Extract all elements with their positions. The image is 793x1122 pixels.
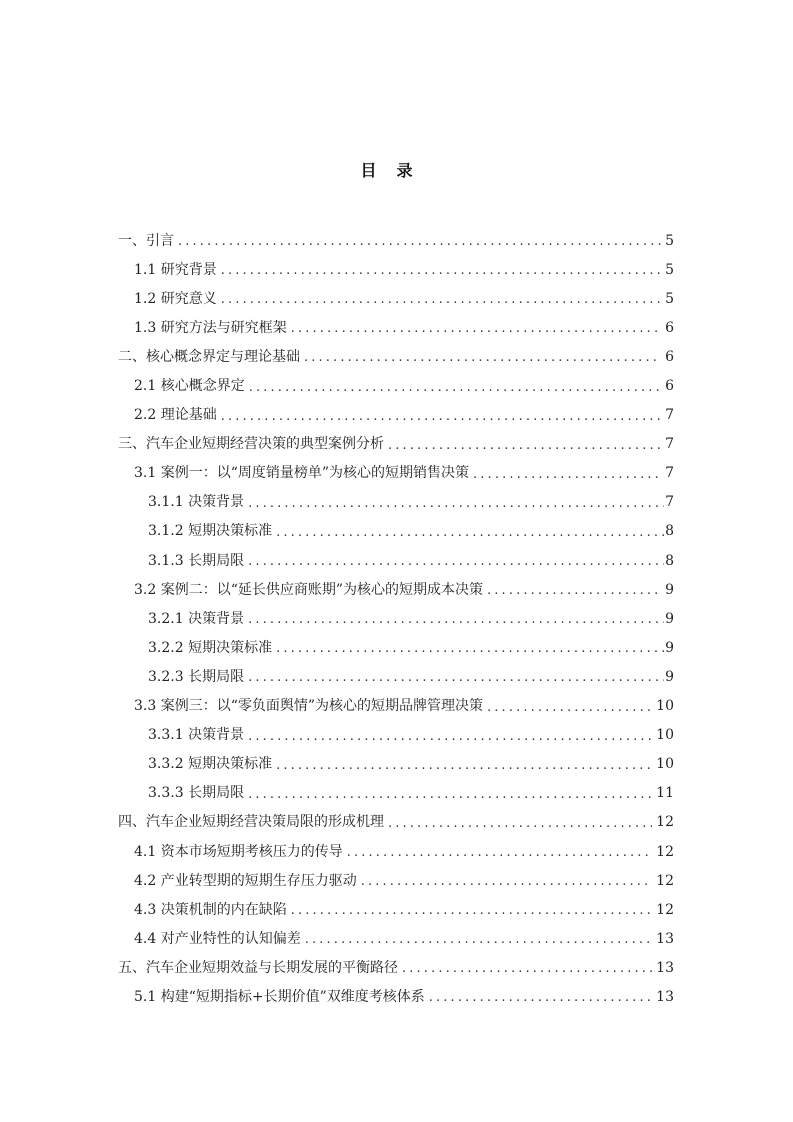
toc-entry[interactable] xyxy=(118,779,674,808)
toc-entry[interactable] xyxy=(118,866,674,895)
toc-entry-label: 3.2 案例二：以“延长供应商账期”为核心的短期成本决策 xyxy=(134,581,484,598)
dot-leader xyxy=(276,642,664,655)
toc-entry[interactable] xyxy=(118,692,674,721)
toc-entry-page: 13 xyxy=(656,988,674,1005)
dot-leader xyxy=(304,351,661,364)
toc-entry-page: 13 xyxy=(656,930,674,947)
dot-leader xyxy=(429,991,652,1004)
toc-entry-label: 4.1 资本市场短期考核压力的传导 xyxy=(134,843,343,860)
toc-entry-label: 2.1 核心概念界定 xyxy=(134,378,245,395)
toc-entry-page: 7 xyxy=(665,494,674,511)
toc-entry-page: 12 xyxy=(656,872,674,889)
toc-entry-page: 7 xyxy=(665,436,674,453)
toc-entry-page: 12 xyxy=(656,814,674,831)
toc-entry[interactable] xyxy=(118,808,674,837)
toc-entry[interactable] xyxy=(118,401,674,430)
toc-entry-label: 3.1.2 短期决策标准 xyxy=(148,523,273,540)
dot-leader xyxy=(221,293,661,306)
toc-entry-page: 5 xyxy=(665,290,674,307)
toc-entry[interactable] xyxy=(118,895,674,924)
dot-leader xyxy=(276,526,664,539)
toc-entry[interactable] xyxy=(118,924,674,953)
toc-entry-label: 一、引言 xyxy=(118,232,174,249)
toc-entry-page: 9 xyxy=(665,610,674,627)
dot-leader xyxy=(221,410,661,423)
toc-entry[interactable] xyxy=(118,633,674,662)
dot-leader xyxy=(248,497,664,510)
dot-leader xyxy=(388,439,661,452)
dot-leader xyxy=(248,671,664,684)
toc-entry-label: 4.4 对产业特性的认知偏差 xyxy=(134,930,301,947)
toc-entry-label: 3.2.2 短期决策标准 xyxy=(148,639,273,656)
toc-entry-label: 2.2 理论基础 xyxy=(134,407,217,424)
toc-entry-label: 3.3.1 决策背景 xyxy=(148,727,245,744)
toc-entry-page: 12 xyxy=(656,901,674,918)
toc-entry[interactable] xyxy=(118,604,674,633)
toc-title: 目录 xyxy=(360,161,433,180)
toc-entry-label: 5.1 构建“短期指标+长期价值”双维度考核体系 xyxy=(134,988,425,1005)
toc-entry-label: 3.1 案例一：以“周度销量榜单”为核心的短期销售决策 xyxy=(134,465,470,482)
dot-leader xyxy=(249,381,661,394)
toc-entry-page: 10 xyxy=(656,698,674,715)
dot-leader xyxy=(291,322,661,335)
toc-entry-label: 3.2.3 长期局限 xyxy=(148,668,245,685)
toc-entry-page: 13 xyxy=(656,959,674,976)
dot-leader xyxy=(361,875,652,888)
toc-entry-label: 1.3 研究方法与研究框架 xyxy=(134,319,287,336)
toc-entry-page: 9 xyxy=(665,668,674,685)
dot-leader xyxy=(402,962,652,975)
toc-entry-page: 12 xyxy=(656,843,674,860)
toc-entry[interactable] xyxy=(118,371,674,400)
toc-entry-label: 3.1.1 决策背景 xyxy=(148,494,245,511)
toc-entry[interactable] xyxy=(118,953,674,982)
dot-leader xyxy=(276,759,655,772)
toc-entry-label: 3.1.3 长期局限 xyxy=(148,552,245,569)
dot-leader xyxy=(248,613,664,626)
toc-entry-page: 8 xyxy=(665,552,674,569)
toc-entry-page: 6 xyxy=(665,378,674,395)
toc-entry[interactable] xyxy=(118,226,674,255)
toc-entry[interactable] xyxy=(118,982,674,1011)
dot-leader xyxy=(487,584,661,597)
toc-entry-label: 3.2.1 决策背景 xyxy=(148,610,245,627)
toc-entry-page: 10 xyxy=(656,727,674,744)
toc-entry-page: 6 xyxy=(665,319,674,336)
toc-entry[interactable] xyxy=(118,721,674,750)
toc-entry-label: 3.3.3 长期局限 xyxy=(148,785,245,802)
dot-leader xyxy=(248,730,655,743)
toc-entry-label: 五、汽车企业短期效益与长期发展的平衡路径 xyxy=(118,959,398,976)
toc-entry-page: 5 xyxy=(665,232,674,249)
toc-entry[interactable] xyxy=(118,575,674,604)
toc-entry-label: 1.1 研究背景 xyxy=(134,261,217,278)
toc-entry-page: 6 xyxy=(665,348,674,365)
table-of-contents xyxy=(118,226,674,1012)
toc-entry-page: 5 xyxy=(665,261,674,278)
dot-leader xyxy=(473,468,661,481)
toc-entry-label: 4.2 产业转型期的短期生存压力驱动 xyxy=(134,872,357,889)
toc-entry[interactable] xyxy=(118,313,674,342)
dot-leader xyxy=(178,235,661,248)
toc-entry-label: 三、汽车企业短期经营决策的典型案例分析 xyxy=(118,436,384,453)
toc-entry-label: 3.3.2 短期决策标准 xyxy=(148,756,273,773)
toc-entry-label: 3.3 案例三：以“零负面舆情”为核心的短期品牌管理决策 xyxy=(134,698,484,715)
dot-leader xyxy=(291,904,652,917)
toc-entry[interactable] xyxy=(118,517,674,546)
dot-leader xyxy=(388,817,652,830)
toc-entry-label: 二、核心概念界定与理论基础 xyxy=(118,348,300,365)
toc-entry-label: 四、汽车企业短期经营决策局限的形成机理 xyxy=(118,814,384,831)
toc-entry[interactable] xyxy=(118,662,674,691)
toc-entry[interactable] xyxy=(118,342,674,371)
toc-entry-page: 8 xyxy=(665,523,674,540)
dot-leader xyxy=(248,788,655,801)
toc-entry-page: 11 xyxy=(656,785,674,802)
toc-entry[interactable] xyxy=(118,430,674,459)
toc-entry-page: 9 xyxy=(665,639,674,656)
dot-leader xyxy=(347,846,652,859)
toc-entry[interactable] xyxy=(118,255,674,284)
dot-leader xyxy=(221,264,661,277)
toc-entry-label: 1.2 研究意义 xyxy=(134,290,217,307)
dot-leader xyxy=(487,701,652,714)
toc-entry-page: 9 xyxy=(665,581,674,598)
toc-entry[interactable] xyxy=(118,284,674,313)
toc-entry[interactable] xyxy=(118,546,674,575)
dot-leader xyxy=(248,555,664,568)
toc-entry[interactable] xyxy=(118,750,674,779)
toc-entry[interactable] xyxy=(118,837,674,866)
toc-entry-label: 4.3 决策机制的内在缺陷 xyxy=(134,901,287,918)
toc-entry[interactable] xyxy=(118,488,674,517)
dot-leader xyxy=(305,933,652,946)
toc-entry-page: 10 xyxy=(656,756,674,773)
toc-entry-page: 7 xyxy=(665,465,674,482)
toc-entry-page: 7 xyxy=(665,407,674,424)
toc-entry[interactable] xyxy=(118,459,674,488)
